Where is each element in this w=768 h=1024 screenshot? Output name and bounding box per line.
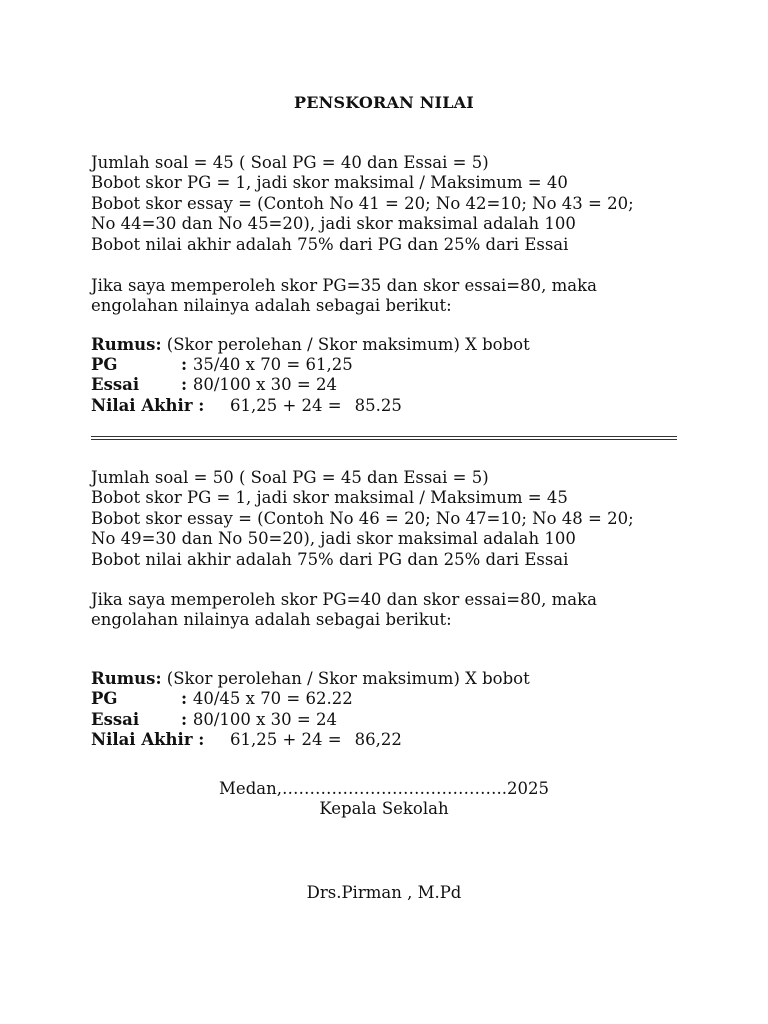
section1-rumus-row [91, 335, 691, 355]
nilai-akhir-expr: 61,25 + 24 = [230, 396, 342, 415]
section2-scenario [91, 590, 691, 631]
section1-nilai-row [91, 396, 691, 416]
section1-intro-line: Bobot nilai akhir adalah 75% dari PG dan 25% dari Essai [91, 234, 569, 254]
essai-label: Essai [91, 710, 140, 729]
nilai-akhir-result: 86,22 [354, 730, 402, 749]
colon: : [181, 689, 193, 708]
section2-intro-line: Bobot skor essay = (Contoh No 46 = 20; No 47=10; No 48 = 20; [91, 508, 634, 528]
rumus-label: Rumus: [91, 335, 162, 354]
section2-scenario-line: engolahan nilainya adalah sebagai berikut: [91, 610, 452, 630]
rumus-text: (Skor perolehan / Skor maksimum) X bobot [166, 669, 530, 688]
nilai-akhir-label: Nilai Akhir : [91, 730, 205, 749]
signature-role: Kepala Sekolah [319, 799, 449, 818]
nilai-akhir-label: Nilai Akhir : [91, 396, 205, 415]
nilai-akhir-expr: 61,25 + 24 = [230, 730, 342, 749]
pg-label: PG [91, 689, 118, 708]
section2-intro [91, 468, 691, 570]
section2-scenario-line: Jika saya memperoleh skor PG=40 dan skor essai=80, maka [91, 590, 597, 609]
document-title: PENSKORAN NILAI [294, 93, 474, 112]
section1-intro-line: Bobot skor PG = 1, jadi skor maksimal / Maksimum = 40 [91, 173, 568, 193]
section1-scenario-line: Jika saya memperoleh skor PG=35 dan skor essai=80, maka [91, 276, 597, 295]
pg-label: PG [91, 355, 118, 374]
colon: : [181, 710, 193, 729]
section1-intro [91, 153, 691, 255]
section1-intro-line: Bobot skor essay = (Contoh No 41 = 20; No 42=10; No 43 = 20; [91, 193, 634, 213]
essai-value: 80/100 x 30 = 24 [192, 710, 337, 729]
section-divider [91, 436, 677, 440]
place-date: Medan,…………………………………..2025 [219, 779, 549, 798]
essai-label: Essai [91, 375, 140, 394]
section1-scenario-line: engolahan nilainya adalah sebagai berikut: [91, 296, 452, 316]
section2-essai-row [91, 710, 691, 730]
colon: : [181, 375, 193, 394]
section2-intro-line: Jumlah soal = 50 ( Soal PG = 45 dan Essai = 5) [91, 468, 489, 487]
pg-value: 35/40 x 70 = 61,25 [192, 355, 353, 374]
nilai-akhir-result: 85.25 [354, 396, 402, 415]
signature-name: Drs.Pirman , M.Pd [306, 883, 462, 902]
section2-intro-line: Bobot skor PG = 1, jadi skor maksimal / Maksimum = 45 [91, 488, 568, 508]
section1-intro-line: No 44=30 dan No 45=20), jadi skor maksimal adalah 100 [91, 214, 576, 234]
section2-nilai-row [91, 730, 691, 750]
section1-scenario [91, 276, 691, 317]
section2-intro-line: No 49=30 dan No 50=20), jadi skor maksimal adalah 100 [91, 529, 576, 549]
pg-value: 40/45 x 70 = 62.22 [192, 689, 353, 708]
colon: : [181, 355, 193, 374]
section2-pg-row [91, 689, 691, 709]
essai-value: 80/100 x 30 = 24 [192, 375, 337, 394]
section1-intro-line: Jumlah soal = 45 ( Soal PG = 40 dan Essai = 5) [91, 153, 489, 172]
section2-intro-line: Bobot nilai akhir adalah 75% dari PG dan 25% dari Essai [91, 549, 569, 569]
section1-essai-row [91, 375, 691, 395]
section1-pg-row [91, 355, 691, 375]
section2-rumus-row [91, 669, 691, 689]
rumus-label: Rumus: [91, 669, 162, 688]
rumus-text: (Skor perolehan / Skor maksimum) X bobot [166, 335, 530, 354]
